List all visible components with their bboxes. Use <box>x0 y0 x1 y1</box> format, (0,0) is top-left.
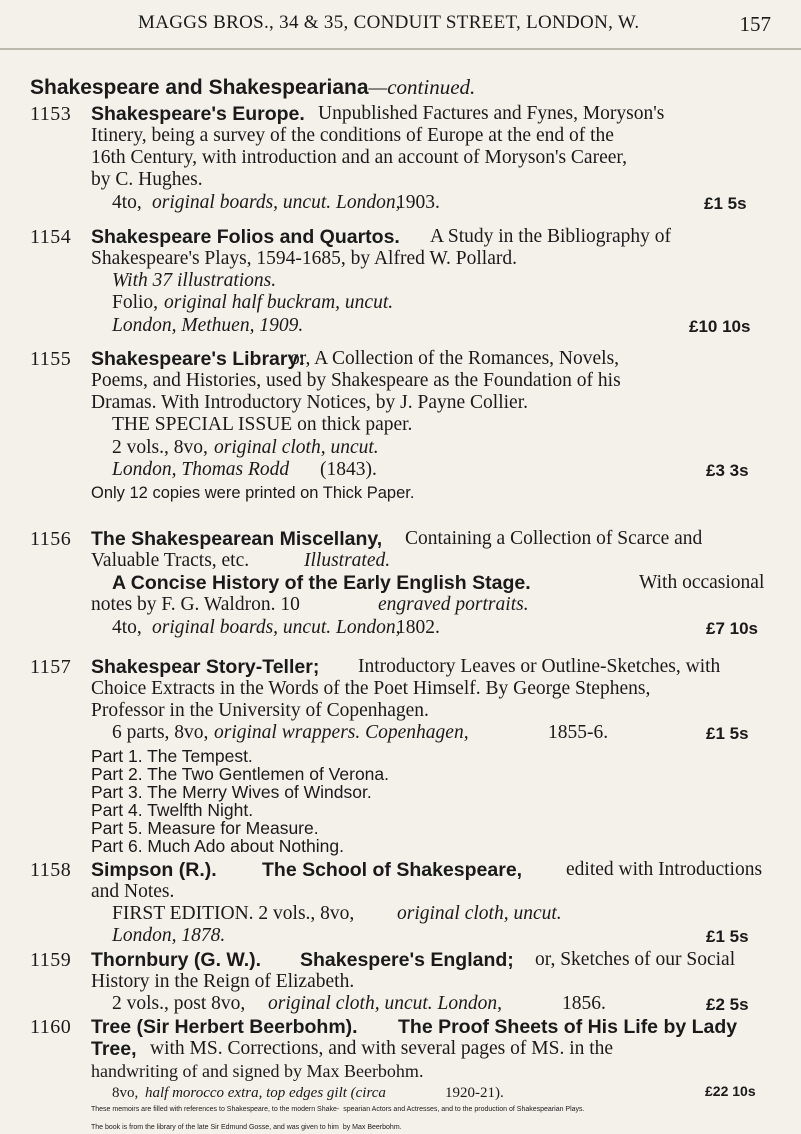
entry-text: or, Sketches of our Social <box>535 949 736 970</box>
entry-format: 2 vols., 8vo, <box>112 437 208 458</box>
part-item: Part 3. The Merry Wives of Windsor. <box>91 782 372 802</box>
entry-number: 1155 <box>30 348 72 370</box>
entry-text: Shakespeare's Plays, 1594-1685, by Alfred W. Pollard. <box>91 248 517 269</box>
entry-text: Containing a Collection of Scarce and <box>405 528 703 549</box>
entry-imprint: London, 1878. <box>112 925 226 946</box>
entry-text: notes by F. G. Waldron. 10 <box>91 594 300 615</box>
entry-number: 1153 <box>30 103 72 125</box>
entry-format: Folio, <box>112 292 159 313</box>
part-item: Part 5. Measure for Measure. <box>91 818 319 838</box>
entry-text: Unpublished Factures and Fynes, Moryson's <box>318 103 665 124</box>
entry-price: £1 5s <box>704 194 747 213</box>
section-title-text: Shakespeare and Shakespeariana <box>30 76 369 99</box>
entry-imprint: London, Methuen, 1909. <box>112 315 304 336</box>
entry-issue: THE SPECIAL ISSUE on thick paper. <box>112 414 413 435</box>
page-header <box>0 12 801 52</box>
entry-text: With occasional <box>639 572 765 593</box>
entry-binding: original half buckram, uncut. <box>164 292 394 313</box>
entry-number: 1156 <box>30 528 72 550</box>
entry-number: 1154 <box>30 226 72 248</box>
entry-text: 16th Century, with introduction and an account of Moryson's Career, <box>91 147 627 168</box>
entry-note: The book is from the library of the late Sir Edmund Gosse, and was given to him <box>91 1124 339 1131</box>
section-continued: —continued. <box>368 75 476 99</box>
entry-illustrations: With 37 illustrations. <box>112 270 277 291</box>
part-item: Part 4. Twelfth Night. <box>91 800 254 820</box>
entry-text: Introductory Leaves or Outline-Sketches, with <box>358 656 721 677</box>
entry-portraits: engraved portraits. <box>378 594 529 615</box>
entry-format: 6 parts, 8vo, <box>112 722 209 743</box>
entry-price: £1 5s <box>706 927 749 946</box>
entry-note: spearian Actors and Actresses, and to the production of Shakespearian Plays. <box>343 1106 585 1113</box>
entry-binding: original wrappers. Copenhagen, <box>214 722 469 743</box>
entry-number: 1160 <box>30 1016 72 1038</box>
section-title <box>30 75 475 100</box>
entry-title: The Proof Sheets of His Life by Lady <box>398 1016 738 1038</box>
entry-price: £1 5s <box>706 724 749 743</box>
entry-note: These memoirs are filled with references to Shakespeare, to the modern Shake- <box>91 1106 340 1113</box>
entry-text: Itinery, being a survey of the conditions of Europe at the end of the <box>91 125 614 146</box>
entry-author: Simpson (R.). <box>91 859 217 881</box>
entry-text: History in the Reign of Elizabeth. <box>91 971 355 992</box>
part-item: Part 1. The Tempest. <box>91 746 253 766</box>
entry-format: FIRST EDITION. 2 vols., 8vo, <box>112 903 355 924</box>
entry-price: £2 5s <box>706 995 749 1014</box>
entry-binding: original boards, uncut. London, <box>152 192 401 213</box>
entry-text: handwriting of and signed by Max Beerbohm. <box>91 1061 424 1081</box>
entry-date: 1856. <box>562 993 606 1014</box>
entry-text: by C. Hughes. <box>91 169 203 190</box>
entry-binding: original cloth, uncut. <box>214 437 379 458</box>
entry-text: Dramas. With Introductory Notices, by J. Payne Collier. <box>91 392 528 413</box>
entry-illustrated: Illustrated. <box>304 550 391 571</box>
entry-price: £7 10s <box>706 619 758 638</box>
entry-title: Shakespeare's Library: <box>91 348 305 370</box>
entry-text: with MS. Corrections, and with several pages of MS. in the <box>150 1038 614 1059</box>
entry-format: 4to, <box>112 192 142 213</box>
entry-author: Thornbury (G. W.). <box>91 949 262 971</box>
entry-title: Shakespeare's Europe. <box>91 103 305 125</box>
page-number: 157 <box>739 12 771 36</box>
entry-text: edited with Introductions <box>566 859 763 880</box>
entry-text: Poems, and Histories, used by Shakespeare as the Foundation of his <box>91 370 621 391</box>
entry-date: 1920-21). <box>445 1085 504 1101</box>
entry-date: 1903. <box>396 192 440 213</box>
part-item: Part 6. Much Ado about Nothing. <box>91 836 344 856</box>
entry-note: Only 12 copies were printed on Thick Paper. <box>91 484 415 502</box>
entry-title: Shakespere's England; <box>300 949 514 971</box>
entry-price: £22 10s <box>705 1083 756 1099</box>
entry-title: Shakespear Story-Teller; <box>91 656 320 678</box>
entry-date: 1855-6. <box>548 722 609 743</box>
entry-text: Choice Extracts in the Words of the Poet Himself. By George Stephens, <box>91 678 651 699</box>
entry-price: £10 10s <box>689 317 751 336</box>
entry-price: £3 3s <box>706 461 749 480</box>
entry-date: 1802. <box>396 617 440 638</box>
entry-text: or, A Collection of the Romances, Novels, <box>290 348 620 369</box>
entry-title-cont: Tree, <box>91 1038 137 1060</box>
entry-notes-clipped <box>91 1098 791 1131</box>
entry-note: by Max Beerbohm. <box>342 1124 402 1131</box>
entry-title: The School of Shakespeare, <box>262 859 523 881</box>
publisher-address: MAGGS BROS., 34 & 35, CONDUIT STREET, LONDON, W. <box>138 12 640 33</box>
entry-title: Shakespeare Folios and Quartos. <box>91 226 400 248</box>
entry-format: 8vo, <box>112 1085 139 1101</box>
entry-binding: original cloth, uncut. London, <box>268 993 502 1014</box>
entry-format: 2 vols., post 8vo, <box>112 993 246 1014</box>
entry-number: 1158 <box>30 859 72 881</box>
entry-subtitle: A Concise History of the Early English Stage. <box>112 572 531 594</box>
entry-binding: original boards, uncut. London, <box>152 617 401 638</box>
entry-imprint: London, Thomas Rodd <box>112 459 290 480</box>
entry-text: and Notes. <box>91 881 175 902</box>
entry-text: Valuable Tracts, etc. <box>91 550 250 571</box>
entry-title: The Shakespearean Miscellany, <box>91 528 383 550</box>
part-item: Part 2. The Two Gentlemen of Verona. <box>91 764 390 784</box>
entry-number: 1159 <box>30 949 72 971</box>
entry-binding: original cloth, uncut. <box>397 903 562 924</box>
entry-text: Professor in the University of Copenhagen. <box>91 700 429 721</box>
entry-binding: half morocco extra, top edges gilt (circa <box>145 1085 386 1101</box>
header-rule <box>0 48 801 50</box>
entry-author: Tree (Sir Herbert Beerbohm). <box>91 1016 358 1038</box>
entry-number: 1157 <box>30 656 72 678</box>
entry-date: (1843). <box>320 459 377 480</box>
entry-text: A Study in the Bibliography of <box>430 226 672 247</box>
entry-format: 4to, <box>112 617 142 638</box>
